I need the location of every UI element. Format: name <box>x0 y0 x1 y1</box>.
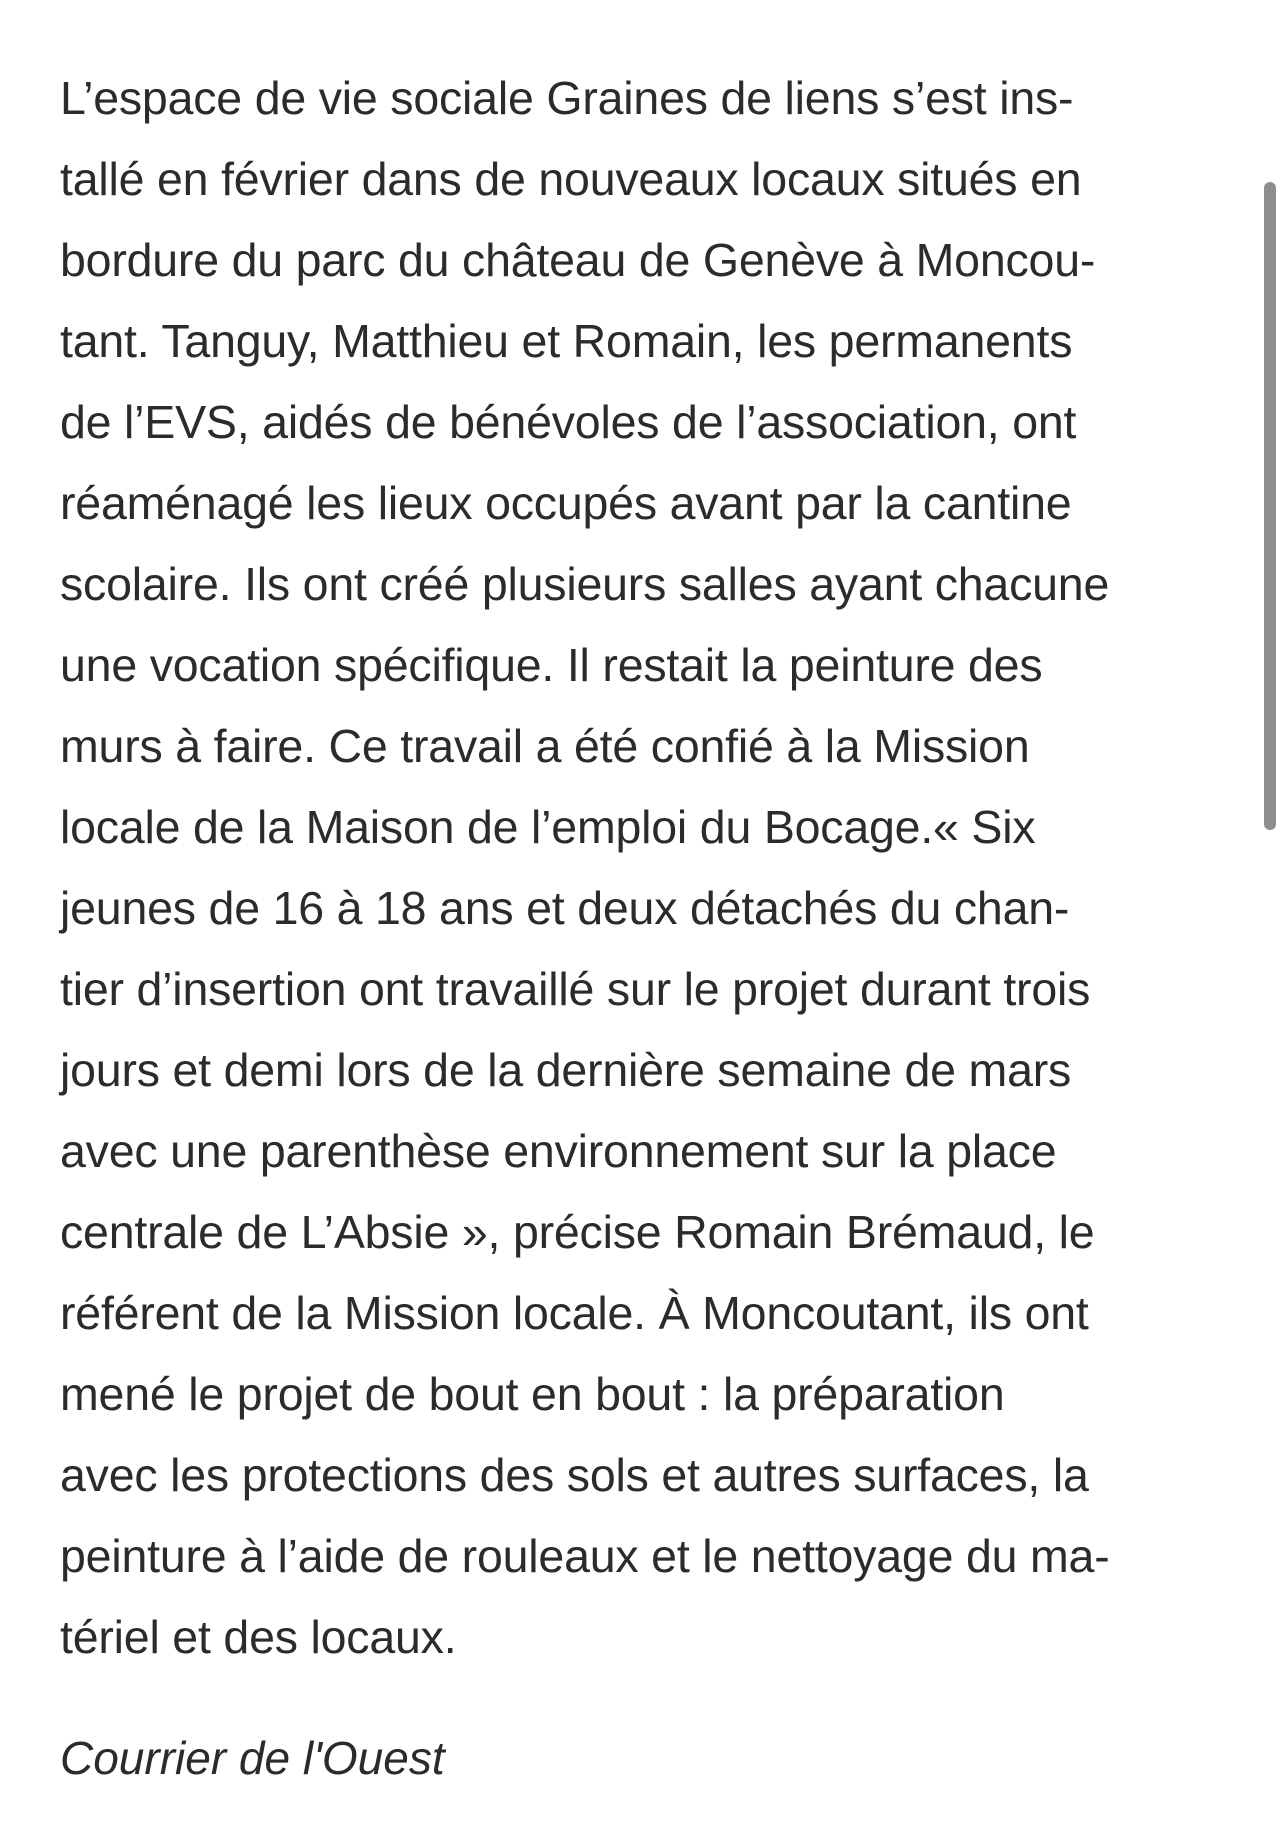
article-line: peinture à l’aide de rouleaux et le nettoyage du ma- <box>60 1530 1110 1582</box>
vertical-scrollbar[interactable] <box>1264 182 1276 830</box>
article-body <box>60 58 1230 1678</box>
article-line: centrale de L’Absie », précise Romain Brémaud, le <box>60 1206 1095 1258</box>
article-line: mené le projet de bout en bout : la préparation <box>60 1368 1005 1420</box>
article-line: jours et demi lors de la dernière semaine de mars <box>60 1044 1072 1096</box>
article-line: bordure du parc du château de Genève à Moncou- <box>60 234 1096 286</box>
article-line: scolaire. Ils ont créé plusieurs salles ayant chacune <box>60 558 1110 610</box>
article-line: locale de la Maison de l’emploi du Bocage.« Six <box>60 801 1036 853</box>
article-line: de l’EVS, aidés de bénévoles de l’association, ont <box>60 396 1077 448</box>
article-line: réaménagé les lieux occupés avant par la cantine <box>60 477 1072 529</box>
article-line: tériel et des locaux. <box>60 1611 457 1663</box>
article-line: tallé en février dans de nouveaux locaux situés en <box>60 153 1082 205</box>
article-line: tier d’insertion ont travaillé sur le projet durant trois <box>60 963 1091 1015</box>
article-source: Courrier de l'Ouest <box>60 1732 445 1784</box>
article-line: jeunes de 16 à 18 ans et deux détachés du chan- <box>60 882 1070 934</box>
article-line: avec une parenthèse environnement sur la place <box>60 1125 1057 1177</box>
article-line: avec les protections des sols et autres surfaces, la <box>60 1449 1089 1501</box>
article-line: tant. Tanguy, Matthieu et Romain, les permanents <box>60 315 1073 367</box>
article-line: murs à faire. Ce travail a été confié à la Mission <box>60 720 1030 772</box>
article-line: référent de la Mission locale. À Moncoutant, ils ont <box>60 1287 1089 1339</box>
article <box>60 58 1230 1678</box>
article-line: une vocation spécifique. Il restait la peinture des <box>60 639 1043 691</box>
article-line: L’espace de vie sociale Graines de liens s’est ins- <box>60 72 1074 124</box>
